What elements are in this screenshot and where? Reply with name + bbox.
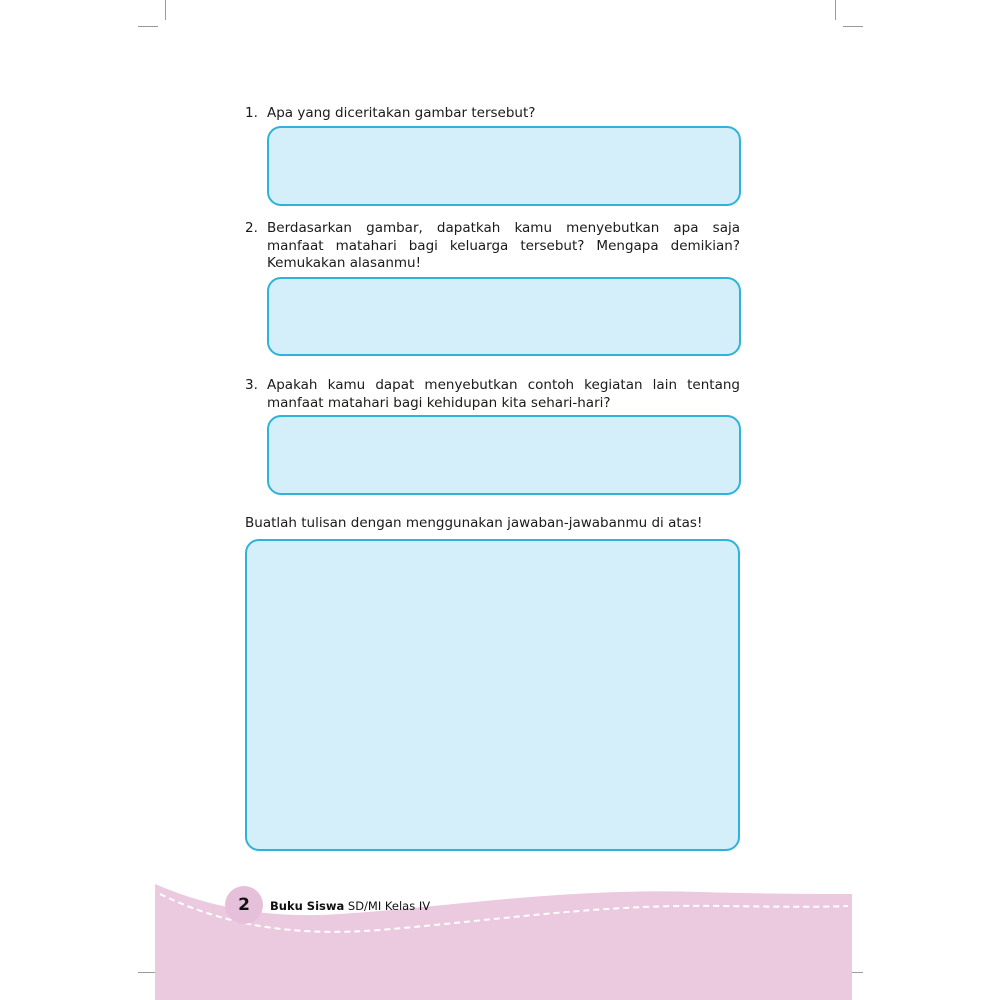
crop-mark (835, 0, 836, 20)
book-title: Buku Siswa (270, 899, 345, 913)
crop-mark (843, 26, 863, 27)
writing-box[interactable] (245, 539, 740, 851)
question-3 (245, 377, 740, 412)
question-number: 3. (245, 377, 258, 393)
footer-wave (0, 870, 1000, 1000)
answer-box-2[interactable] (267, 277, 741, 356)
crop-mark (138, 26, 158, 27)
question-text: Apakah kamu dapat menyebutkan contoh kegiatan lain tentang manfaat matahari bagi kehidupan kita sehari-hari? (267, 377, 740, 411)
question-number: 1. (245, 105, 258, 121)
crop-mark (165, 0, 166, 20)
question-number: 2. (245, 220, 258, 236)
writing-instruction: Buatlah tulisan dengan menggunakan jawaban-jawabanmu di atas! (245, 515, 703, 531)
page-number-badge (225, 886, 263, 924)
question-text: Apa yang diceritakan gambar tersebut? (267, 105, 536, 121)
book-subtitle: SD/MI Kelas IV (347, 899, 431, 913)
answer-box-3[interactable] (267, 415, 741, 495)
answer-box-1[interactable] (267, 126, 741, 206)
question-2 (245, 220, 740, 273)
footer-book-label (270, 899, 430, 913)
page-number: 2 (238, 895, 250, 915)
question-1 (245, 105, 740, 123)
question-text: Berdasarkan gambar, dapatkah kamu menyebutkan apa saja manfaat matahari bagi keluarga tersebut? Mengapa demikian? Kemukakan alasanmu! (267, 220, 740, 271)
